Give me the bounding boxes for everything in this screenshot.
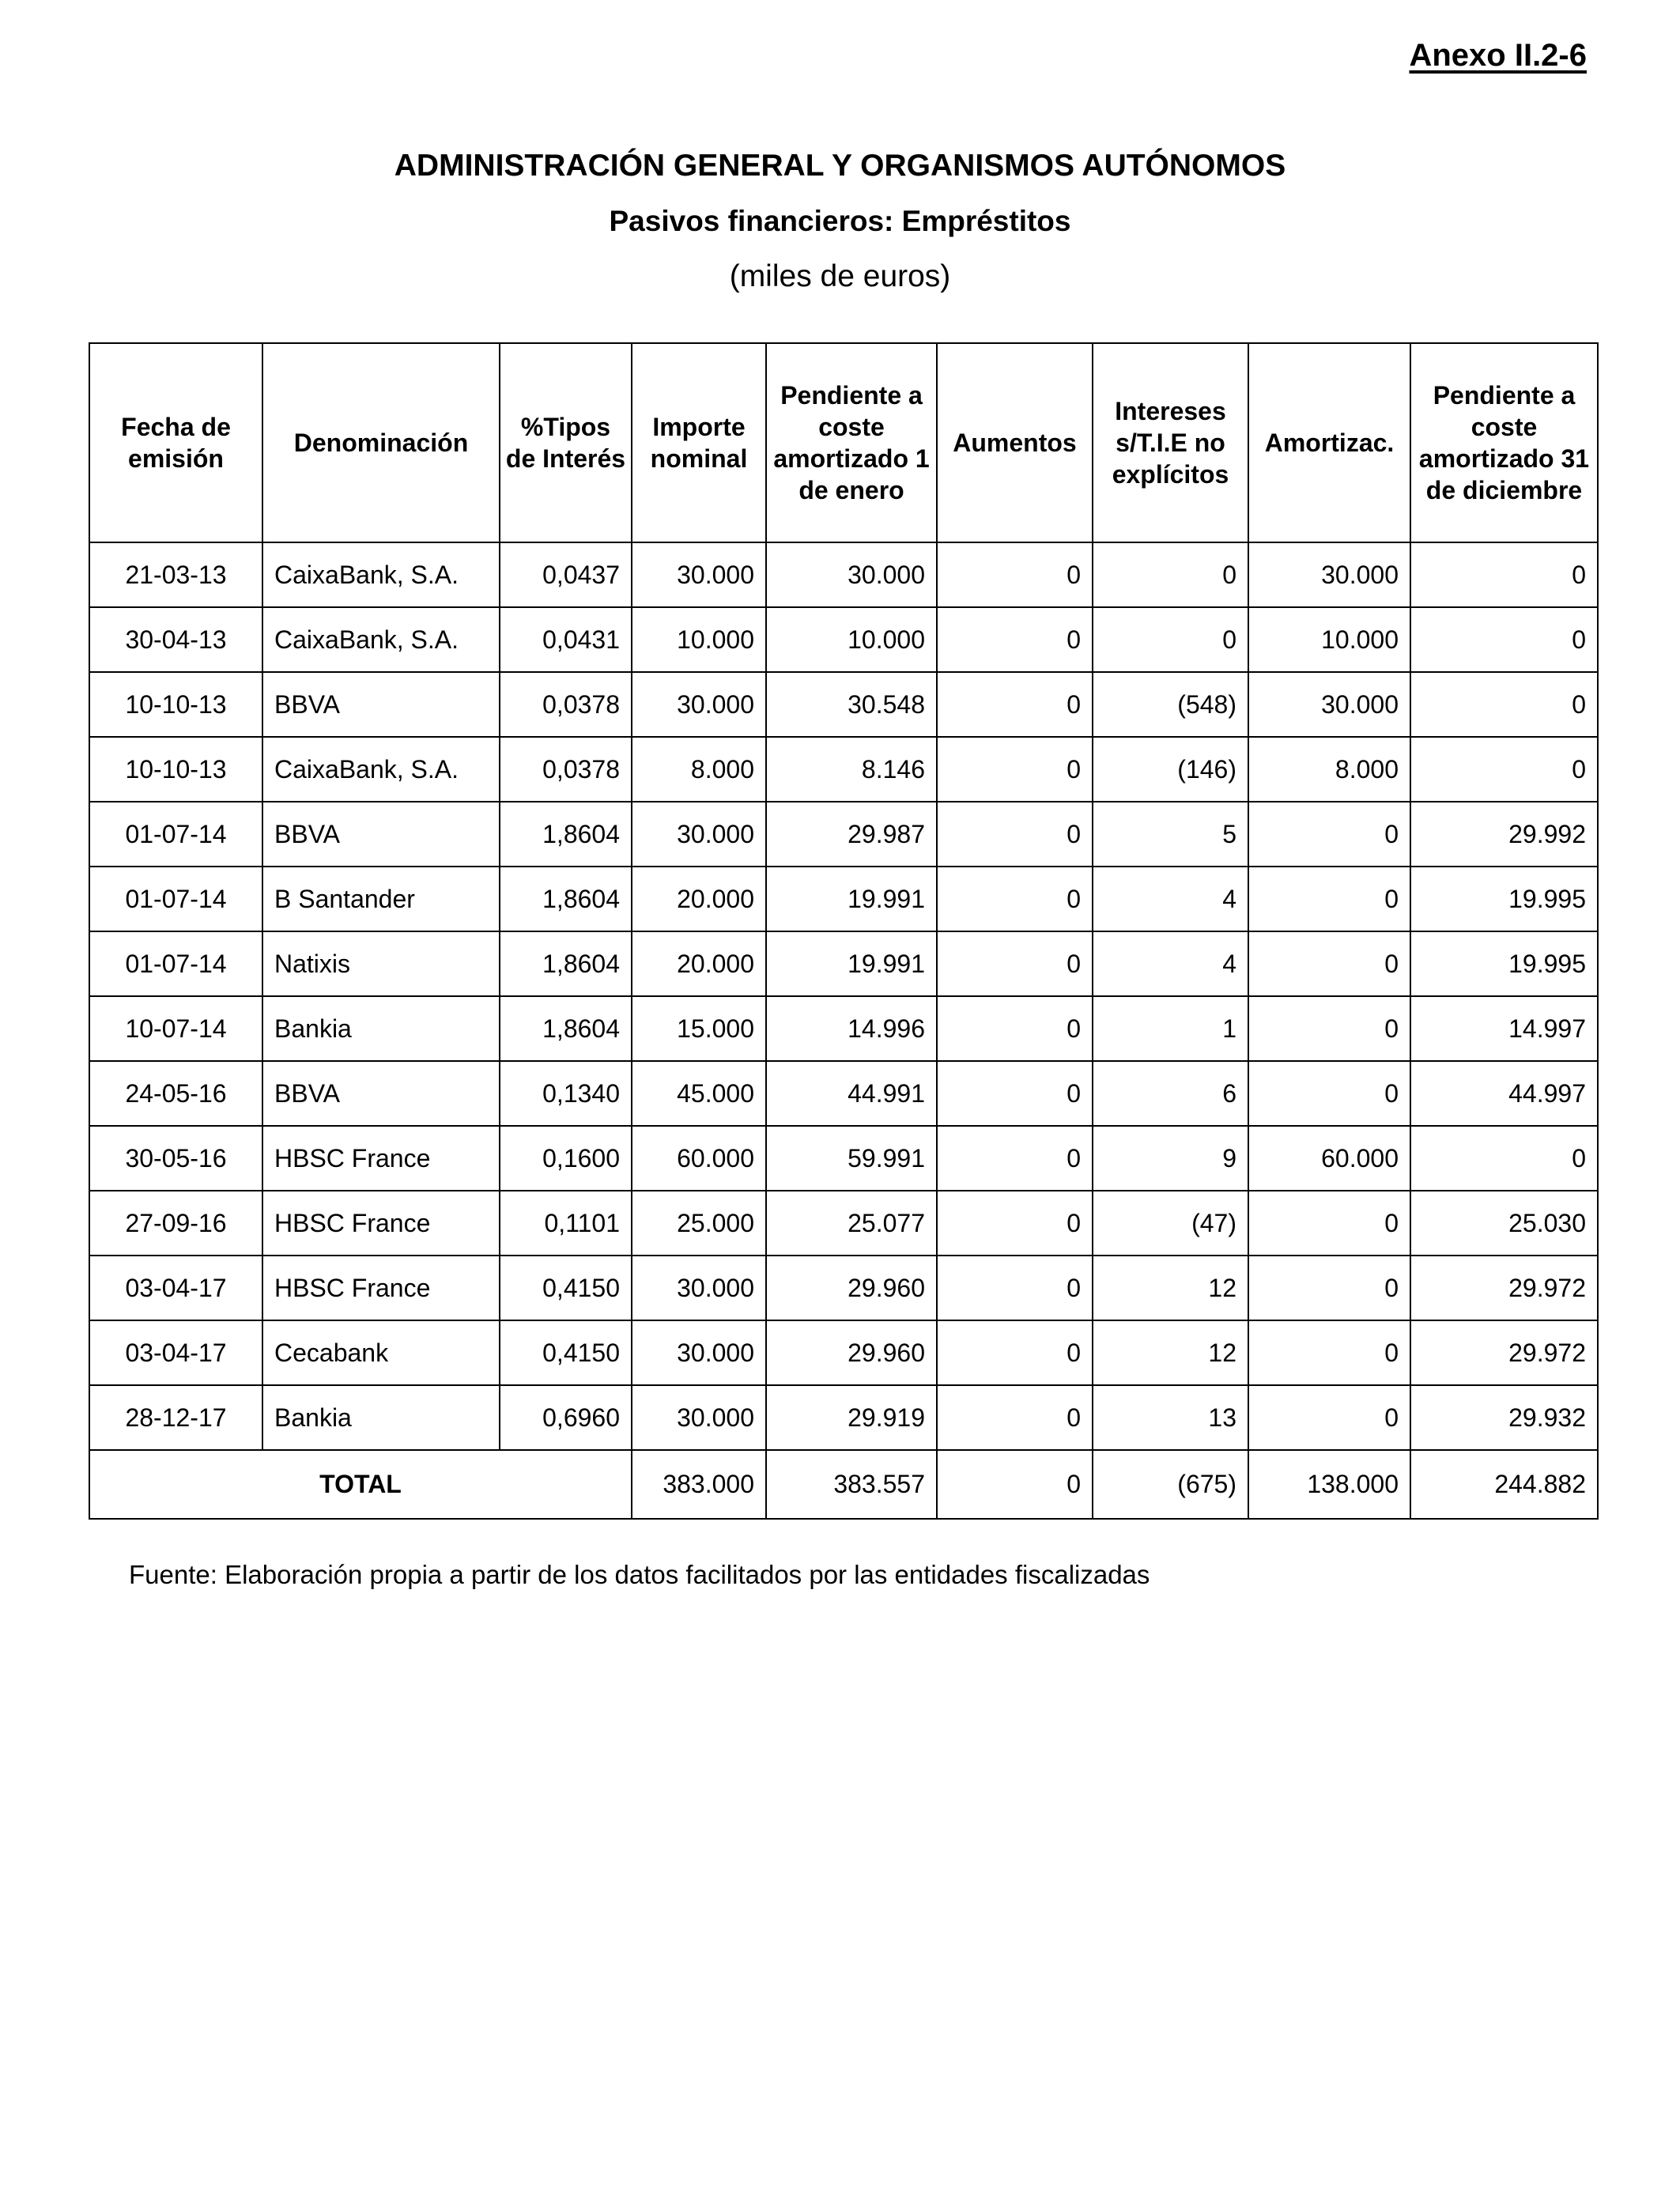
cell-tipo-interes: 0,0431	[500, 607, 632, 672]
cell-fecha: 01-07-14	[89, 867, 262, 931]
cell-pendiente-diciembre: 0	[1410, 672, 1598, 737]
cell-pendiente-enero: 44.991	[766, 1061, 937, 1126]
cell-amortizac: 10.000	[1248, 607, 1410, 672]
cell-fecha: 21-03-13	[89, 542, 262, 607]
col-header-aumentos: Aumentos	[937, 343, 1093, 542]
units-note: (miles de euros)	[729, 259, 951, 293]
annex-label: Anexo II.2-6	[1409, 38, 1587, 73]
cell-aumentos: 0	[937, 737, 1093, 802]
cell-tipo-interes: 0,1101	[500, 1191, 632, 1256]
table-row	[89, 1061, 1598, 1126]
cell-fecha: 10-07-14	[89, 996, 262, 1061]
cell-aumentos: 0	[937, 931, 1093, 996]
loans-table	[89, 342, 1599, 1520]
cell-pendiente-diciembre: 19.995	[1410, 867, 1598, 931]
cell-importe-nominal: 60.000	[632, 1126, 766, 1191]
table-row	[89, 867, 1598, 931]
cell-amortizac: 0	[1248, 931, 1410, 996]
cell-intereses: 9	[1093, 1126, 1248, 1191]
table-row	[89, 607, 1598, 672]
table-row	[89, 1126, 1598, 1191]
cell-pendiente-diciembre: 44.997	[1410, 1061, 1598, 1126]
cell-aumentos: 0	[937, 672, 1093, 737]
cell-importe-nominal: 30.000	[632, 1385, 766, 1450]
cell-tipo-interes: 1,8604	[500, 996, 632, 1061]
total-amortizac: 138.000	[1248, 1450, 1410, 1519]
cell-denominacion: CaixaBank, S.A.	[262, 607, 500, 672]
cell-aumentos: 0	[937, 996, 1093, 1061]
cell-denominacion: HBSC France	[262, 1256, 500, 1320]
table-row	[89, 802, 1598, 867]
cell-tipo-interes: 1,8604	[500, 931, 632, 996]
cell-denominacion: CaixaBank, S.A.	[262, 542, 500, 607]
table-row	[89, 1256, 1598, 1320]
cell-pendiente-enero: 25.077	[766, 1191, 937, 1256]
cell-importe-nominal: 20.000	[632, 931, 766, 996]
cell-intereses: 13	[1093, 1385, 1248, 1450]
cell-tipo-interes: 0,4150	[500, 1320, 632, 1385]
col-header-tipos: %Tipos de Interés	[500, 343, 632, 542]
cell-aumentos: 0	[937, 607, 1093, 672]
cell-fecha: 28-12-17	[89, 1385, 262, 1450]
cell-importe-nominal: 8.000	[632, 737, 766, 802]
cell-pendiente-diciembre: 0	[1410, 542, 1598, 607]
cell-aumentos: 0	[937, 1191, 1093, 1256]
cell-pendiente-diciembre: 29.972	[1410, 1320, 1598, 1385]
cell-amortizac: 30.000	[1248, 542, 1410, 607]
cell-tipo-interes: 0,0378	[500, 672, 632, 737]
table-row	[89, 1385, 1598, 1450]
table-row	[89, 737, 1598, 802]
col-header-pendiente-enero: Pendiente a coste amortizado 1 de enero	[766, 343, 937, 542]
cell-pendiente-diciembre: 0	[1410, 737, 1598, 802]
cell-importe-nominal: 30.000	[632, 1320, 766, 1385]
cell-fecha: 10-10-13	[89, 737, 262, 802]
total-importe: 383.000	[632, 1450, 766, 1519]
col-header-intereses: Intereses s/T.I.E no explícitos	[1093, 343, 1248, 542]
cell-amortizac: 0	[1248, 1320, 1410, 1385]
cell-fecha: 27-09-16	[89, 1191, 262, 1256]
cell-importe-nominal: 20.000	[632, 867, 766, 931]
cell-importe-nominal: 30.000	[632, 672, 766, 737]
cell-amortizac: 0	[1248, 996, 1410, 1061]
cell-pendiente-enero: 59.991	[766, 1126, 937, 1191]
cell-aumentos: 0	[937, 1385, 1093, 1450]
cell-amortizac: 0	[1248, 1256, 1410, 1320]
cell-denominacion: BBVA	[262, 1061, 500, 1126]
cell-aumentos: 0	[937, 1320, 1093, 1385]
cell-amortizac: 8.000	[1248, 737, 1410, 802]
cell-intereses: 4	[1093, 867, 1248, 931]
cell-fecha: 01-07-14	[89, 802, 262, 867]
cell-intereses: (548)	[1093, 672, 1248, 737]
cell-pendiente-enero: 19.991	[766, 931, 937, 996]
total-row	[89, 1450, 1598, 1519]
table-row	[89, 931, 1598, 996]
cell-aumentos: 0	[937, 867, 1093, 931]
cell-pendiente-diciembre: 29.992	[1410, 802, 1598, 867]
cell-tipo-interes: 0,0437	[500, 542, 632, 607]
cell-fecha: 24-05-16	[89, 1061, 262, 1126]
col-header-fecha: Fecha de emisión	[89, 343, 262, 542]
cell-intereses: 0	[1093, 542, 1248, 607]
cell-pendiente-enero: 29.987	[766, 802, 937, 867]
table-row	[89, 672, 1598, 737]
cell-intereses: (146)	[1093, 737, 1248, 802]
cell-denominacion: Bankia	[262, 996, 500, 1061]
cell-importe-nominal: 15.000	[632, 996, 766, 1061]
cell-denominacion: CaixaBank, S.A.	[262, 737, 500, 802]
cell-pendiente-enero: 19.991	[766, 867, 937, 931]
cell-pendiente-enero: 29.919	[766, 1385, 937, 1450]
cell-pendiente-enero: 30.000	[766, 542, 937, 607]
col-header-denominacion: Denominación	[262, 343, 500, 542]
col-header-importe: Importe nominal	[632, 343, 766, 542]
cell-amortizac: 0	[1248, 867, 1410, 931]
col-header-pendiente-diciembre: Pendiente a coste amortizado 31 de diciembre	[1410, 343, 1598, 542]
cell-aumentos: 0	[937, 542, 1093, 607]
cell-pendiente-diciembre: 25.030	[1410, 1191, 1598, 1256]
cell-pendiente-diciembre: 0	[1410, 607, 1598, 672]
table-row	[89, 996, 1598, 1061]
cell-intereses: 5	[1093, 802, 1248, 867]
cell-aumentos: 0	[937, 1256, 1093, 1320]
cell-denominacion: HBSC France	[262, 1191, 500, 1256]
cell-fecha: 03-04-17	[89, 1256, 262, 1320]
cell-denominacion: Natixis	[262, 931, 500, 996]
table-row	[89, 1191, 1598, 1256]
cell-denominacion: B Santander	[262, 867, 500, 931]
cell-importe-nominal: 25.000	[632, 1191, 766, 1256]
total-aumentos: 0	[937, 1450, 1093, 1519]
cell-denominacion: BBVA	[262, 672, 500, 737]
cell-importe-nominal: 30.000	[632, 542, 766, 607]
cell-intereses: 4	[1093, 931, 1248, 996]
cell-denominacion: BBVA	[262, 802, 500, 867]
cell-pendiente-enero: 14.996	[766, 996, 937, 1061]
cell-pendiente-enero: 29.960	[766, 1256, 937, 1320]
cell-tipo-interes: 1,8604	[500, 802, 632, 867]
table-header-row	[89, 343, 1598, 542]
total-label: TOTAL	[89, 1450, 632, 1519]
table-row	[89, 1320, 1598, 1385]
total-intereses: (675)	[1093, 1450, 1248, 1519]
table-row	[89, 542, 1598, 607]
cell-aumentos: 0	[937, 802, 1093, 867]
cell-denominacion: Bankia	[262, 1385, 500, 1450]
cell-pendiente-enero: 8.146	[766, 737, 937, 802]
cell-pendiente-diciembre: 29.972	[1410, 1256, 1598, 1320]
cell-tipo-interes: 0,1600	[500, 1126, 632, 1191]
cell-importe-nominal: 30.000	[632, 1256, 766, 1320]
cell-amortizac: 30.000	[1248, 672, 1410, 737]
cell-intereses: 12	[1093, 1256, 1248, 1320]
cell-importe-nominal: 45.000	[632, 1061, 766, 1126]
col-header-amortizac: Amortizac.	[1248, 343, 1410, 542]
cell-importe-nominal: 30.000	[632, 802, 766, 867]
cell-fecha: 03-04-17	[89, 1320, 262, 1385]
cell-amortizac: 0	[1248, 1385, 1410, 1450]
cell-fecha: 30-04-13	[89, 607, 262, 672]
cell-tipo-interes: 0,1340	[500, 1061, 632, 1126]
cell-pendiente-diciembre: 0	[1410, 1126, 1598, 1191]
cell-intereses: 0	[1093, 607, 1248, 672]
cell-tipo-interes: 0,6960	[500, 1385, 632, 1450]
cell-pendiente-enero: 29.960	[766, 1320, 937, 1385]
cell-amortizac: 0	[1248, 802, 1410, 867]
total-pendiente-enero: 383.557	[766, 1450, 937, 1519]
cell-importe-nominal: 10.000	[632, 607, 766, 672]
cell-pendiente-enero: 10.000	[766, 607, 937, 672]
cell-amortizac: 0	[1248, 1191, 1410, 1256]
cell-fecha: 01-07-14	[89, 931, 262, 996]
cell-pendiente-enero: 30.548	[766, 672, 937, 737]
cell-tipo-interes: 1,8604	[500, 867, 632, 931]
cell-intereses: 12	[1093, 1320, 1248, 1385]
page-title: ADMINISTRACIÓN GENERAL Y ORGANISMOS AUTÓNOMOS	[394, 149, 1286, 183]
cell-intereses: 1	[1093, 996, 1248, 1061]
cell-aumentos: 0	[937, 1061, 1093, 1126]
cell-pendiente-diciembre: 29.932	[1410, 1385, 1598, 1450]
cell-tipo-interes: 0,0378	[500, 737, 632, 802]
cell-tipo-interes: 0,4150	[500, 1256, 632, 1320]
cell-amortizac: 60.000	[1248, 1126, 1410, 1191]
total-pendiente-diciembre: 244.882	[1410, 1450, 1598, 1519]
page-subtitle: Pasivos financieros: Empréstitos	[609, 205, 1071, 237]
cell-intereses: 6	[1093, 1061, 1248, 1126]
source-note: Fuente: Elaboración propia a partir de los datos facilitados por las entidades fiscalizadas	[129, 1560, 1150, 1589]
cell-amortizac: 0	[1248, 1061, 1410, 1126]
cell-aumentos: 0	[937, 1126, 1093, 1191]
cell-fecha: 30-05-16	[89, 1126, 262, 1191]
cell-intereses: (47)	[1093, 1191, 1248, 1256]
cell-denominacion: Cecabank	[262, 1320, 500, 1385]
cell-fecha: 10-10-13	[89, 672, 262, 737]
cell-denominacion: HBSC France	[262, 1126, 500, 1191]
cell-pendiente-diciembre: 19.995	[1410, 931, 1598, 996]
cell-pendiente-diciembre: 14.997	[1410, 996, 1598, 1061]
